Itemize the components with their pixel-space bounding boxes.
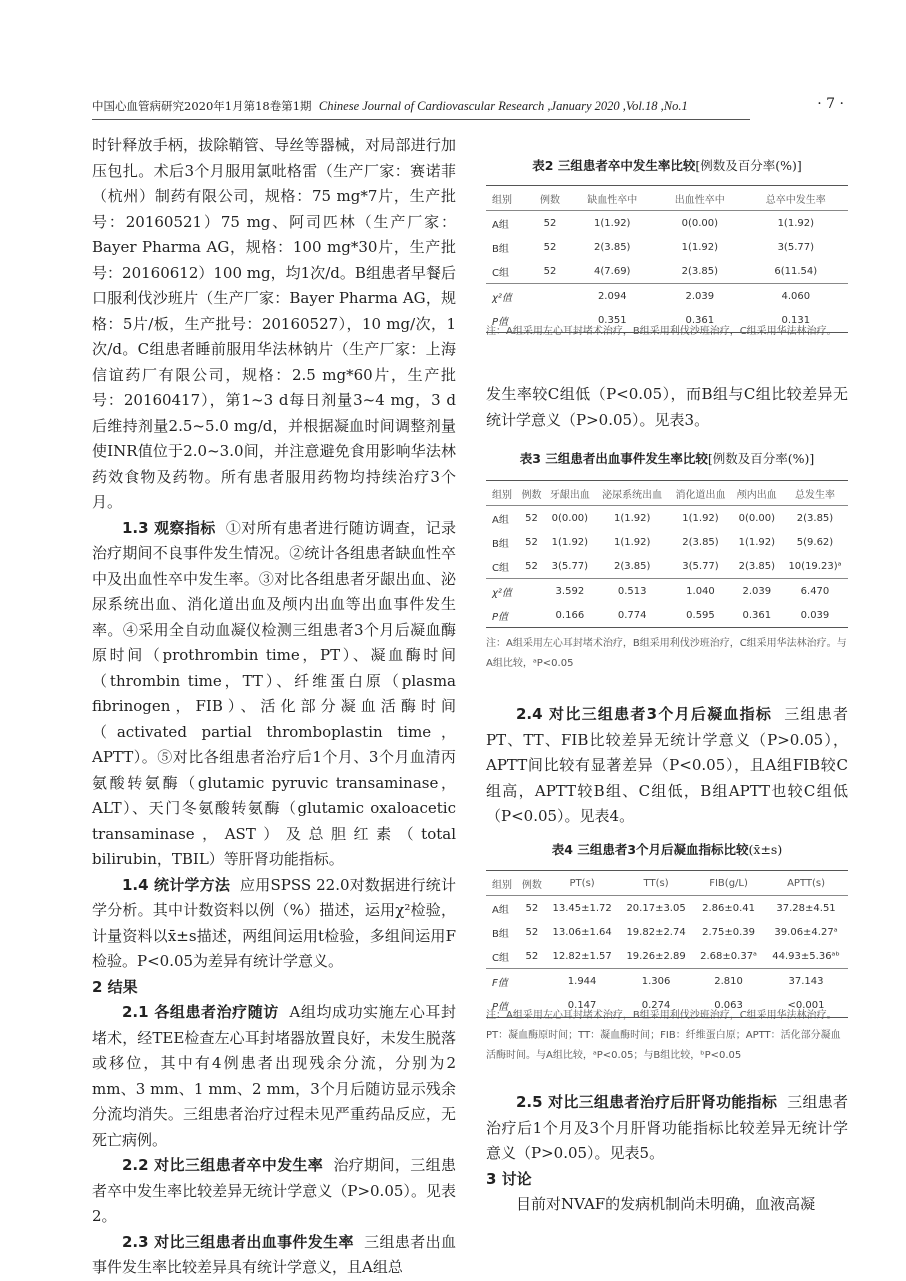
table-cell: A组 [492, 219, 509, 231]
table-cell: 1(1.92) [613, 512, 651, 524]
table-cell: 52 [525, 902, 539, 914]
table-row [486, 259, 848, 284]
table-cell: 1.306 [641, 975, 671, 987]
table-cell: χ²值 [492, 292, 512, 304]
result-paragraph: 发生率较C组低（P<0.05），而B组与C组比较差异无统计学意义（P>0.05）。见表3。 [486, 385, 848, 429]
table-header-row [486, 871, 848, 896]
table3 [486, 480, 848, 628]
section-2-1: 2.1 各组患者治疗随访 A组均成功实施左心耳封堵术，经TEE检查左心耳封堵器放置良好，未发生脱落或移位，其中有4例患者出现残余分流，分别为2 mm、3 mm、1 mm、2 mm，3个月后随访显示残余分流均消失。三组患者治疗过程未见严重药品反应，无死亡病例。 [92, 1003, 456, 1149]
right-column-bottom [486, 1090, 848, 1218]
method-paragraph: 时针释放手柄，拔除鞘管、导丝等器械，对局部进行加压包扎。术后3个月服用氯吡格雷（生产厂家：赛诺菲（杭州）制药有限公司，规格：75 mg*7片，生产批号：20160521）75 mg、阿司匹林（生产厂家：Bayer Pharma AG，规格：100 mg*30片，生产批号：20160612）100 mg，均1次/d。B组患者早餐后口服利伐沙班片（生产厂家：Bayer Pharma AG，规格：5片/板，生产批号：20160527），10 mg/次，1次/d。C组患者睡前服用华法林钠片（生产厂家：上海信谊药厂有限公司，规格：2.5 mg*60片，生产批号：20160417），第1~3 d每日剂量3~4 mg，3 d后维持剂量2.5~5.0 mg/d，并根据凝血时间调整剂量使INR值位于2.0~3.0间，并注意避免食用影响华法林药效食物及药物。所有患者服用药物均持续治疗3个月。 [92, 136, 456, 511]
table-cell: 6(11.54) [774, 265, 818, 277]
table-cell: 0.351 [597, 314, 627, 326]
table-cell: 2(3.85) [681, 265, 719, 277]
section-2-heading: 2 结果 [92, 977, 138, 996]
right-column-top [486, 382, 848, 433]
column-header: PT(s) [569, 877, 595, 889]
table-row [486, 554, 848, 579]
table2-note: 注：A组采用左心耳封堵术治疗，B组采用利伐沙班治疗，C组采用华法林治疗。 [486, 326, 837, 337]
table4 [486, 870, 848, 1018]
table3-caption: 表3 三组患者出血事件发生率比较[例数及百分率(%)] [519, 451, 815, 466]
table-row [486, 284, 848, 309]
table-cell: 1(1.92) [594, 217, 631, 229]
table-cell: 4.060 [781, 290, 811, 302]
table-cell: 5(9.62) [796, 536, 834, 548]
table-cell: 1.040 [686, 585, 715, 597]
table-cell: 52 [543, 241, 557, 253]
table-cell: 0.147 [567, 999, 597, 1011]
table-cell: 0(0.00) [738, 512, 776, 524]
table-cell: 0.361 [742, 609, 772, 621]
table2 [486, 185, 848, 333]
table-cell: 0.513 [617, 585, 647, 597]
table-cell: 1(1.92) [738, 536, 776, 548]
column-header: 牙龈出血 [549, 489, 590, 501]
section-1-4: 1.4 统计学方法 应用SPSS 22.0对数据进行统计学分析。其中计数资料以例（%）描述，运用χ²检验，计量资料以x̄±s描述，两组间运用t检验，多组间运用F检验。P<0.05为差异有统计学意义。 [92, 875, 456, 970]
table-cell: C组 [492, 952, 509, 964]
left-column [92, 133, 456, 1281]
table-cell [531, 284, 568, 309]
table-cell: 2.75±0.39 [702, 926, 756, 938]
column-header: APTT(s) [787, 877, 825, 889]
column-header: 颅内出血 [736, 489, 777, 501]
table-cell: 3(5.77) [682, 560, 719, 572]
table-cell: 20.17±3.05 [626, 902, 686, 914]
table-cell: 2.039 [742, 585, 772, 597]
column-header: 泌尿系统出血 [602, 489, 663, 501]
table-cell: 6.470 [800, 585, 830, 597]
table-cell: B组 [492, 243, 509, 255]
column-header: TT(s) [643, 877, 669, 889]
table-cell [518, 603, 544, 628]
column-header: 总发生率 [794, 489, 835, 501]
table-cell: 2(3.85) [738, 560, 776, 572]
column-header: 组别 [492, 194, 512, 206]
table-cell: 0.774 [617, 609, 647, 621]
table-cell [518, 579, 544, 604]
table-cell: 0.274 [641, 999, 671, 1011]
column-header: 组别 [492, 489, 512, 501]
table-cell: 10(19.23)ᵃ [788, 560, 842, 572]
table-row [486, 579, 848, 604]
column-header: 例数 [539, 194, 560, 206]
table-cell: <0.001 [787, 999, 825, 1011]
table-cell: 2(3.85) [613, 560, 651, 572]
table-row [486, 530, 848, 554]
table-cell: 52 [525, 926, 539, 938]
table-cell: 44.93±5.36ᵃᵇ [772, 950, 840, 962]
table-cell: 2.039 [685, 290, 715, 302]
table-cell: 0.166 [555, 609, 585, 621]
column-header: 组别 [492, 879, 512, 891]
table-cell: χ²值 [492, 587, 512, 599]
section-heading: 1.3 观察指标 [122, 518, 216, 537]
table-cell: 2.094 [597, 290, 627, 302]
table-cell: 19.82±2.74 [626, 926, 686, 938]
section-heading: 1.4 统计学方法 [122, 875, 231, 894]
table-row [486, 211, 848, 236]
table-cell: 52 [525, 536, 538, 548]
table-cell: 0(0.00) [681, 217, 719, 229]
table-cell: 2.810 [714, 975, 743, 987]
table-cell: 52 [543, 265, 557, 277]
column-header: 例数 [521, 879, 542, 891]
page-number: · 7 · [817, 96, 844, 112]
table-cell: C组 [492, 562, 509, 574]
table4-note: 注：A组采用左心耳封堵术治疗，B组采用利伐沙班治疗，C组采用华法林治疗。PT：凝血酶原时间；TT：凝血酶时间；FIB：纤维蛋白原；APTT：活化部分凝血活酶时间。与A组比较，ᵃP<0.05；与B组比较，ᵇP<0.05 [486, 1010, 841, 1061]
table-cell: 1(1.92) [613, 536, 651, 548]
table-cell [519, 969, 546, 994]
table-cell: 1(1.92) [682, 512, 719, 524]
section-2-5: 2.5 对比三组患者治疗后肝肾功能指标 三组患者治疗后1个月及3个月肝肾功能指标比较差异无统计学意义（P>0.05）。见表5。 [486, 1093, 848, 1162]
table-cell: 52 [525, 950, 539, 962]
table-cell: 1(1.92) [551, 536, 589, 548]
table-cell: P值 [492, 1001, 509, 1013]
table-cell: 2.86±0.41 [702, 902, 756, 914]
table-cell: 37.28±4.51 [776, 902, 836, 914]
table-row [486, 235, 848, 259]
running-header [92, 96, 852, 116]
table-cell: 19.26±2.89 [626, 950, 686, 962]
section-2-2: 2.2 对比三组患者卒中发生率 治疗期间，三组患者卒中发生率比较差异无统计学意义（P>0.05）。见表2。 [92, 1156, 456, 1225]
column-header: 消化道出血 [675, 489, 726, 501]
column-header: 例数 [521, 489, 542, 501]
right-column-mid [486, 702, 848, 830]
table2-caption: 表2 三组患者卒中发生率比较[例数及百分率(%)] [532, 158, 802, 173]
table-cell: 0.039 [800, 609, 830, 621]
table-cell: 1(1.92) [777, 217, 814, 229]
table-cell: P值 [492, 316, 509, 328]
table-header-row [486, 186, 848, 211]
table-cell: B组 [492, 538, 509, 550]
header-rule [92, 119, 750, 120]
table3-note: 注：A组采用左心耳封堵术治疗，B组采用利伐沙班治疗，C组采用华法林治疗。与A组比较，ᵃP<0.05 [486, 638, 847, 669]
table-cell: F值 [492, 977, 508, 989]
section-1-3: 1.3 观察指标 ①对所有患者进行随访调查，记录治疗期间不良事件发生情况。②统计各组患者缺血性卒中及出血性卒中发生率。③对比各组患者牙龈出血、泌尿系统出血、消化道出血及颅内出血等出血事件发生率。④采用全自动血凝仪检测三组患者3个月后凝血酶原时间（prothrombin time，PT）、凝血酶时间（thrombin time，TT）、纤维蛋白原（plasma fibrinogen，FIB）、活化部分凝血活酶时间（activated partial thromboplastin time，APTT）。⑤对比各组患者治疗后1个月、3个月血清丙氨酸转氨酶（glutamic pyruvic transaminase，ALT）、天门冬氨酸转氨酶（glutamic oxaloacetic transaminase，AST）及总胆红素（total bilirubin，TBIL）等肝肾功能指标。 [92, 518, 456, 868]
table-cell: 0.595 [686, 609, 715, 621]
table-cell: C组 [492, 267, 509, 279]
table-cell: 13.06±1.64 [552, 926, 612, 938]
table-cell: 52 [525, 560, 538, 572]
table-row [486, 920, 848, 944]
table-cell: 0.063 [714, 999, 743, 1011]
journal-title: 中国心血管病研究2020年1月第18卷第1期 Chinese Journal of Cardiovascular Research ,January 2020 ,Vol.18 ,No.1 [92, 99, 688, 113]
discussion-paragraph: 目前对NVAF的发病机制尚未明确，血液高凝 [516, 1195, 816, 1213]
table-cell: 13.45±1.72 [552, 902, 612, 914]
table-cell: 1(1.92) [681, 241, 719, 253]
table-cell: 2.68±0.37ᵃ [700, 950, 757, 962]
section-2-3: 2.3 对比三组患者出血事件发生率 三组患者出血事件发生率比较差异具有统计学意义，且A组总 [92, 1232, 456, 1276]
table-cell: 3(5.77) [551, 560, 589, 572]
table-cell: 3.592 [555, 585, 585, 597]
table-cell: A组 [492, 514, 509, 526]
table-cell: 1.944 [567, 975, 597, 987]
table-cell: 39.06±4.27ᵃ [774, 926, 838, 938]
table-row [486, 896, 848, 921]
table4-caption: 表4 三组患者3个月后凝血指标比较(x̄±s) [551, 842, 783, 857]
column-header: FIB(g/L) [709, 877, 748, 889]
table-cell: P值 [492, 611, 509, 623]
column-header: 出血性卒中 [674, 194, 725, 206]
table-cell: B组 [492, 928, 509, 940]
table-cell: 37.143 [788, 975, 824, 987]
table-cell: 4(7.69) [594, 265, 631, 277]
table-header-row [486, 481, 848, 506]
table-row [486, 969, 848, 994]
table-row [486, 506, 848, 531]
table-cell: 52 [543, 217, 557, 229]
table-row [486, 944, 848, 969]
column-header: 缺血性卒中 [587, 194, 638, 206]
table-row [486, 603, 848, 628]
table-cell: 2(3.85) [796, 512, 834, 524]
table-cell: 0.131 [781, 314, 811, 326]
table-cell: 2(3.85) [594, 241, 631, 253]
table-cell: 2(3.85) [682, 536, 719, 548]
table-cell: 12.82±1.57 [552, 950, 612, 962]
column-header: 总卒中发生率 [765, 194, 826, 206]
table-cell: 0.361 [685, 314, 715, 326]
table-cell: 0(0.00) [551, 512, 589, 524]
table-cell: A组 [492, 904, 509, 916]
table-cell: 3(5.77) [777, 241, 814, 253]
section-3-heading: 3 讨论 [486, 1169, 532, 1188]
table-cell: 52 [525, 512, 538, 524]
section-2-4: 2.4 对比三组患者3个月后凝血指标 三组患者PT、TT、FIB比较差异无统计学意义（P>0.05），APTT间比较有显著差异（P<0.05），且A组FIB较C组高，APTT较B组、C组低，B组APTT也较C组低（P<0.05）。见表4。 [486, 705, 848, 825]
